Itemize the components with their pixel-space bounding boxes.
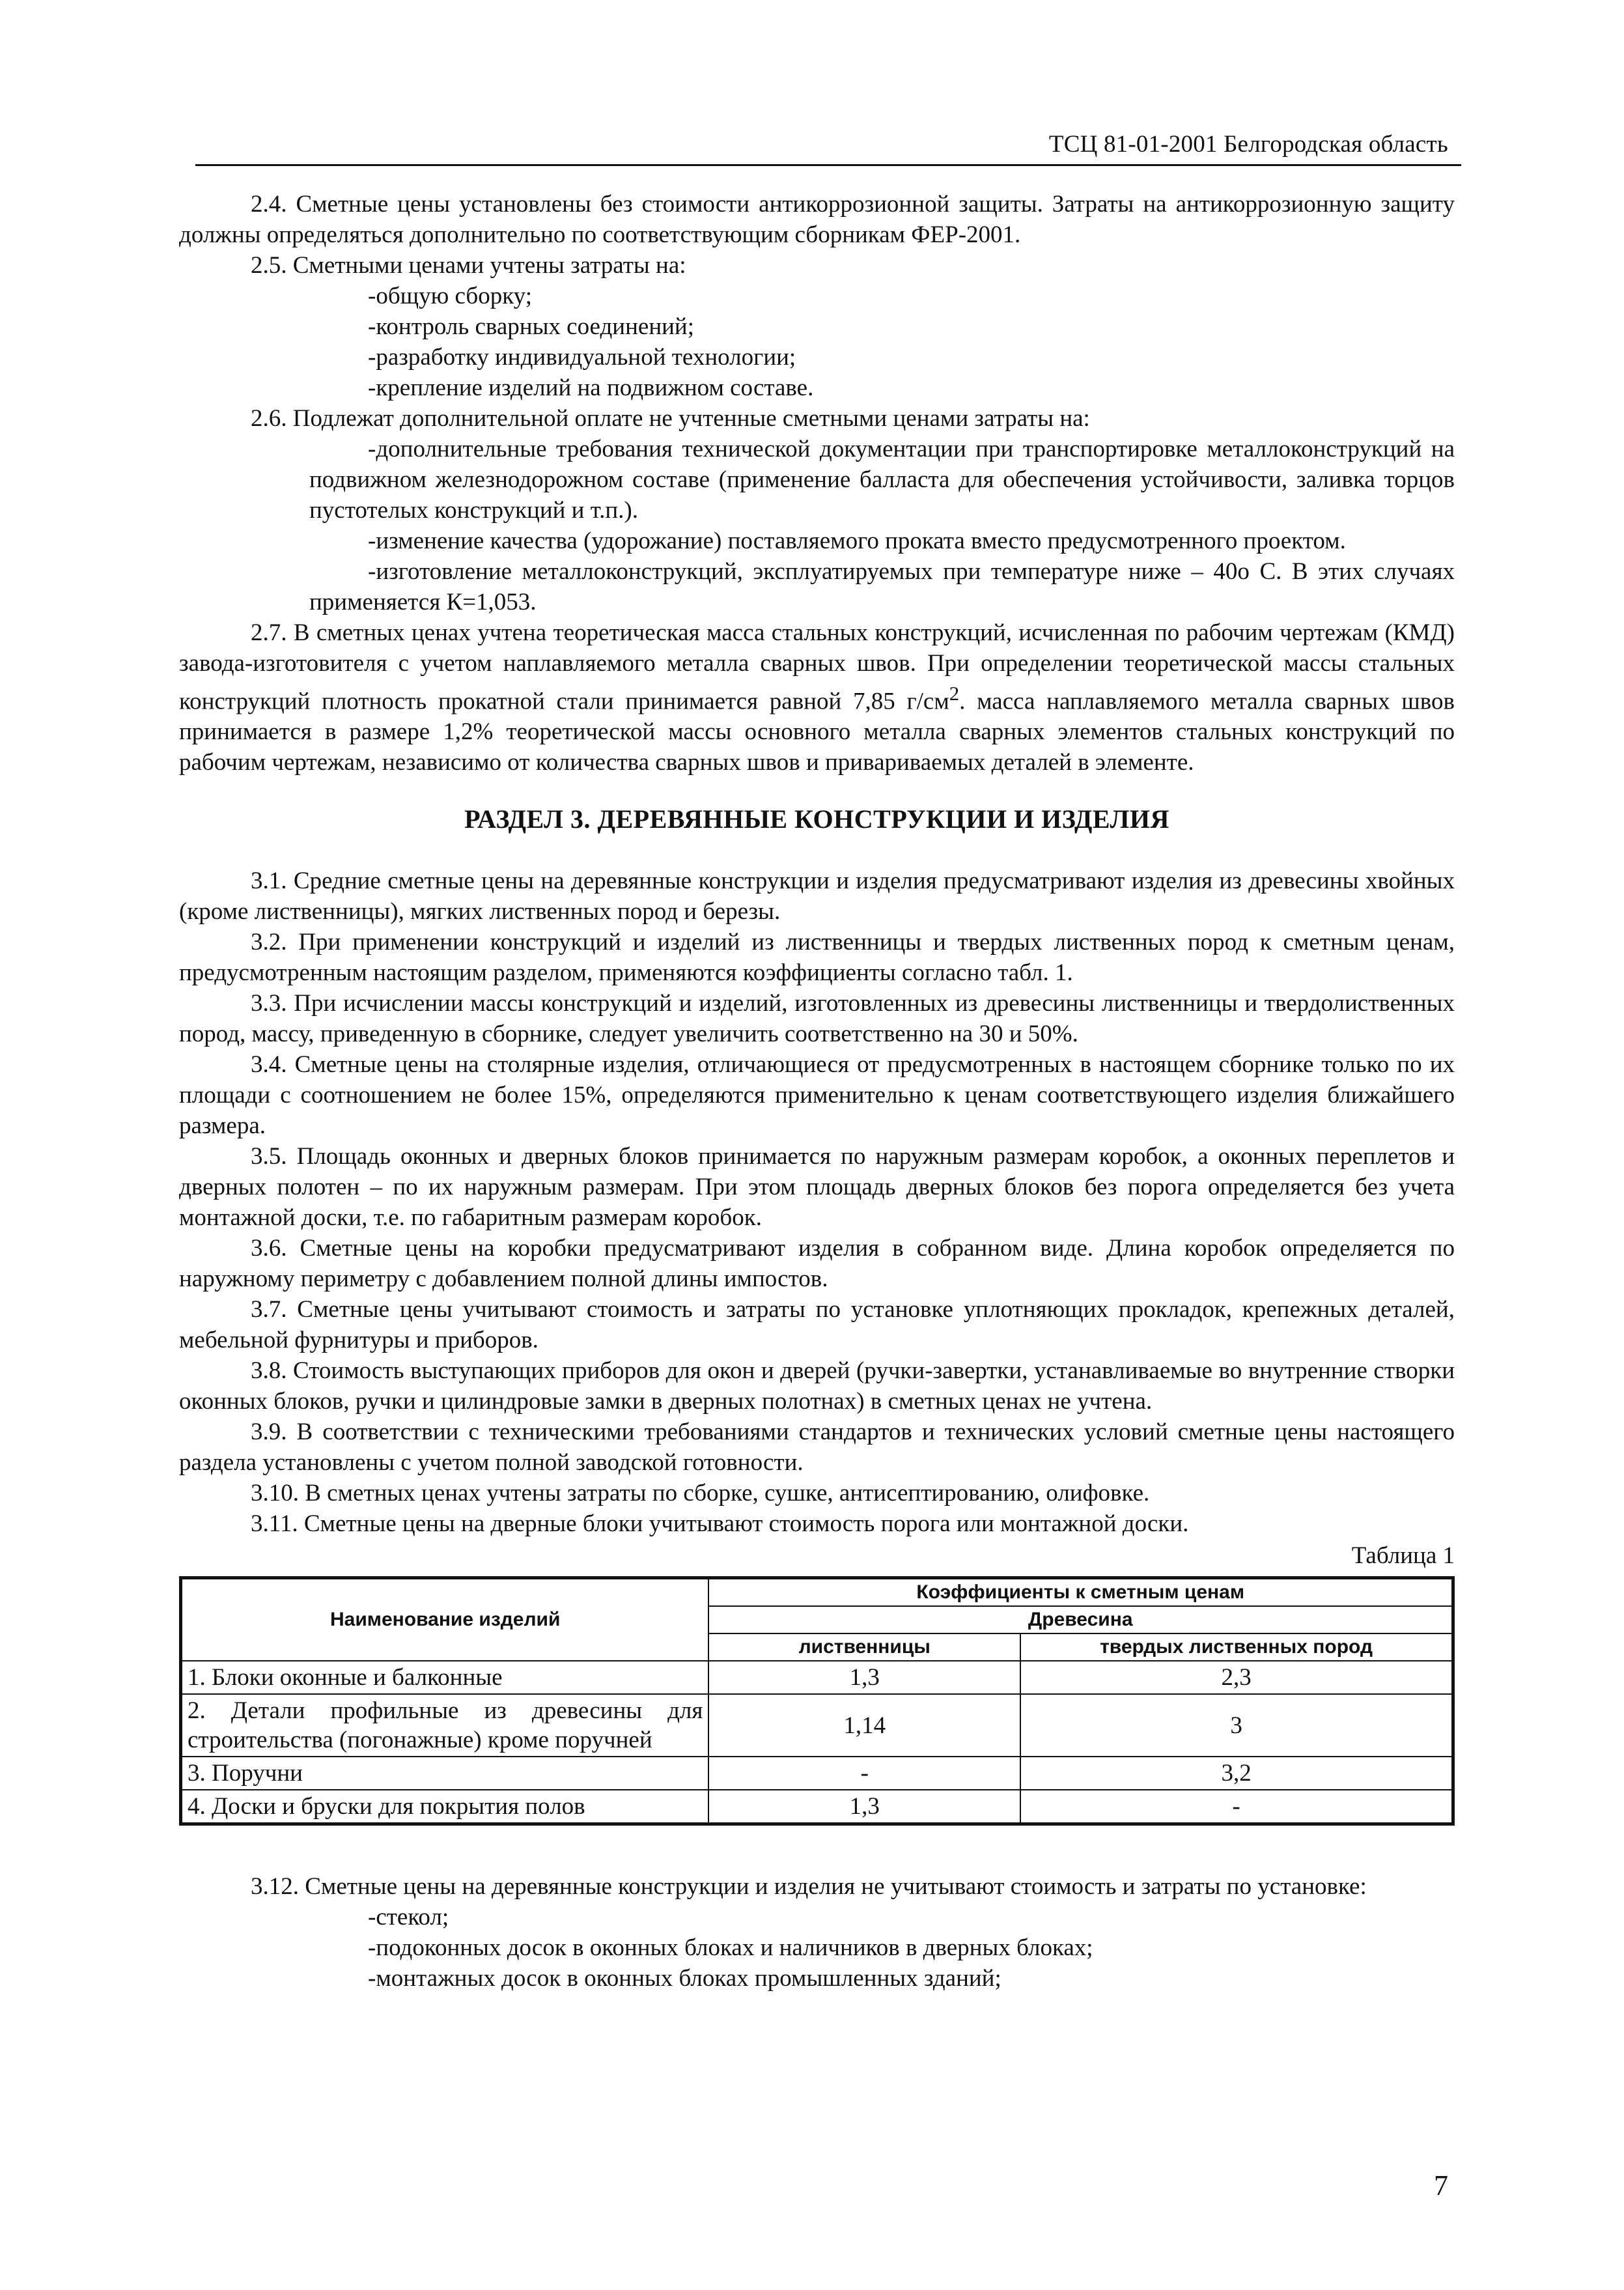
paragraph-2-7 [179, 617, 1455, 778]
paragraph-3-2: 3.2. При применении конструкций и изделий из лиственницы и твердых лиственных пород к сметным ценам, предусмотренным настоящим разделом, применяются коэффициенты согласно табл. 1. [179, 929, 1455, 987]
paragraph-3-4: 3.4. Сметные цены на столярные изделия, отличающиеся от предусмотренных в настоящем сборнике только по их площади с соотношением не более 15%, определяются применительно к ценам соответствующего изделия ближайшего размера. [179, 1051, 1455, 1140]
section-title: РАЗДЕЛ 3. ДЕРЕВЯННЫЕ КОНСТРУКЦИИ И ИЗДЕЛИЯ [464, 804, 1169, 834]
paragraph-3-5: 3.5. Площадь оконных и дверных блоков принимается по наружным размерам коробок, а оконных переплетов и дверных полотен – по их наружным размерам. При этом площадь дверных блоков без порога определяется без учета монтажной доски, т.е. по габаритным размерам коробок. [179, 1143, 1455, 1232]
paragraph-3-11: 3.11. Сметные цены на дверные блоки учитывают стоимость порога или монтажной доски. [251, 1510, 1189, 1538]
page-body [179, 189, 1455, 1994]
paragraph-2-5: 2.5. Сметными ценами учтены затраты на: [251, 252, 686, 279]
section-3-12 [179, 1871, 1455, 1994]
row-hardwood-value: - [1020, 1790, 1453, 1824]
table-header-row [181, 1578, 1453, 1607]
paragraph-3-1: 3.1. Средние сметные цены на деревянные конструкции и изделия предусматривают изделия из древесины хвойных (кроме лиственницы), мягких лиственных пород и березы. [179, 868, 1455, 926]
row-name: 1. Блоки оконные и балконные [181, 1661, 709, 1694]
row-name: 3. Поручни [181, 1757, 709, 1790]
table-row [181, 1694, 1453, 1757]
header-larch: лиственницы [708, 1633, 1020, 1661]
list-item: -монтажных досок в оконных блоках промышленных зданий; [368, 1965, 1001, 1992]
list-item: -разработку индивидуальной технологии; [368, 344, 796, 371]
list-item: -стекол; [368, 1904, 449, 1931]
table-row [181, 1790, 1453, 1824]
header-hardwood: твердых лиственных пород [1020, 1633, 1453, 1661]
paragraph-2-6: 2.6. Подлежат дополнительной оплате не учтенные сметными ценами затраты на: [251, 405, 1090, 432]
running-header: ТСЦ 81-01-2001 Белгородская область [1048, 131, 1448, 158]
header-rule [195, 164, 1461, 166]
paragraph-3-7: 3.7. Сметные цены учитывают стоимость и затраты по установке уплотняющих прокладок, крепежных деталей, мебельной фурнитуры и приборов. [179, 1296, 1455, 1354]
row-hardwood-value: 3,2 [1020, 1757, 1453, 1790]
header-coefficients: Коэффициенты к сметным ценам [708, 1578, 1453, 1607]
paragraph-2-4: 2.4. Сметные цены установлены без стоимости антикоррозионной защиты. Затраты на антикоррозионную защиту должны определяться дополнительно по соответствующим сборникам ФЕР-2001. [179, 191, 1455, 248]
paragraph-3-3: 3.3. При исчислении массы конструкций и изделий, изготовленных из древесины лиственницы и твердолиственных пород, массу, приведенную в сборнике, следует увеличить соответственно на 30 и 50%. [179, 990, 1455, 1048]
paragraph-3-10: 3.10. В сметных ценах учтены затраты по сборке, сушке, антисептированию, олифовке. [251, 1480, 1150, 1507]
list-item: -подоконных досок в оконных блоках и наличников в дверных блоках; [368, 1934, 1093, 1962]
row-hardwood-value: 2,3 [1020, 1661, 1453, 1694]
table-row [181, 1757, 1453, 1790]
row-name: 4. Доски и бруски для покрытия полов [181, 1790, 709, 1824]
paragraph-3-9: 3.9. В соответствии с техническими требованиями стандартов и технических условий сметные цены настоящего раздела установлены с учетом полной заводской готовности. [179, 1419, 1455, 1477]
paragraph-3-6: 3.6. Сметные цены на коробки предусматривают изделия в собранном виде. Длина коробок определяется по наружному периметру с добавлением полной длины импостов. [179, 1235, 1455, 1293]
header-name: Наименование изделий [181, 1578, 709, 1661]
row-name: 2. Детали профильные из древесины для строительства (погонажные) кроме поручней [181, 1694, 709, 1757]
paragraph-2-7-part-b: . масса наплавляемого металла сварных швов принимается в размере 1,2% теоретической массы основного металла сварных элементов стальных конструкций по рабочим чертежам, независимо от количества сварных швов и привариваемых деталей в элементе. [179, 688, 1455, 776]
coefficients-table [179, 1576, 1455, 1826]
row-hardwood-value: 3 [1020, 1694, 1453, 1757]
list-item: -дополнительные требования технической документации при транспортировке металлоконструкций на подвижном железнодорожном составе (применение балласта для обеспечения устойчивости, заливка торцов пустотелых конструкций и т.п.). [309, 436, 1455, 524]
table-row [181, 1661, 1453, 1694]
row-larch-value: - [708, 1757, 1020, 1790]
paragraph-3-8: 3.8. Стоимость выступающих приборов для окон и дверей (ручки-завертки, устанавливаемые во внутренние створки оконных блоков, ручки и цилиндровые замки в дверных полотнах) в сметных ценах не учтена. [179, 1357, 1455, 1415]
list-item: -изготовление металлоконструкций, эксплуатируемых при температуре ниже – 40о С. В этих случаях применяется К=1,053. [309, 558, 1455, 615]
row-larch-value: 1,14 [708, 1694, 1020, 1757]
list-item: -контроль сварных соединений; [368, 313, 695, 340]
paragraph-2-7-part-a: 2.7. В сметных ценах учтена теоретическая масса стальных конструкций, исчисленная по рабочим чертежам (КМД) завода-изготовителя с учетом наплавляемого металла сварных швов. При определении теоретической массы стальных конструкций плотность прокатной стали принимается равной 7,85 г/см [179, 619, 1455, 715]
header-wood: Древесина [708, 1606, 1453, 1633]
row-larch-value: 1,3 [708, 1790, 1020, 1824]
superscript-2: 2 [949, 683, 960, 705]
table-caption: Таблица 1 [1351, 1542, 1455, 1570]
list-item: -общую сборку; [368, 283, 532, 309]
paragraph-3-12: 3.12. Сметные цены на деревянные конструкции и изделия не учитывают стоимость и затраты по установке: [251, 1873, 1367, 1901]
row-larch-value: 1,3 [708, 1661, 1020, 1694]
list-item: -крепление изделий на подвижном составе. [368, 375, 814, 401]
list-item: -изменение качества (удорожание) поставляемого проката вместо предусмотренного проектом. [368, 528, 1346, 554]
page-number: 7 [1434, 2170, 1448, 2201]
